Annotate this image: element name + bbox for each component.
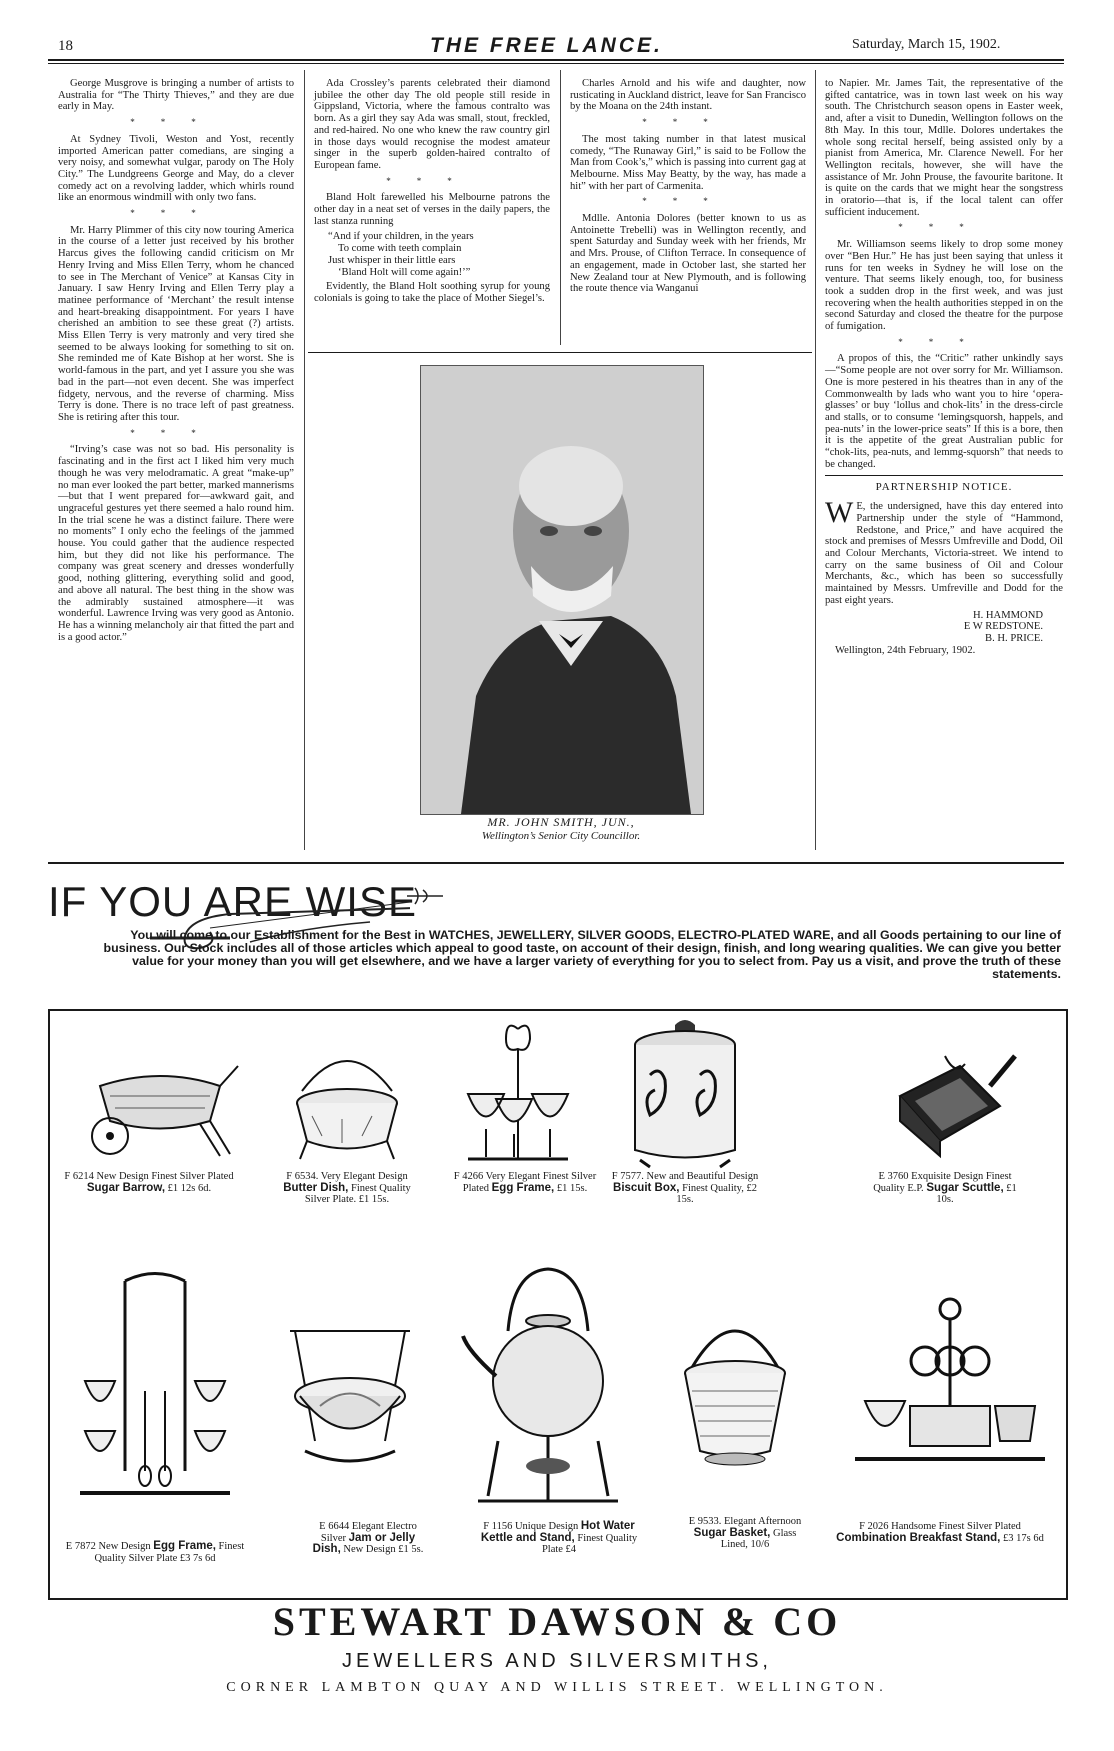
page-number: 18 xyxy=(58,38,73,54)
signature: B. H. PRICE. xyxy=(985,632,1043,644)
product-caption xyxy=(835,1521,1045,1544)
signature: E W REDSTONE. xyxy=(963,621,1043,633)
section-rule xyxy=(308,352,812,353)
product-caption xyxy=(865,1171,1025,1206)
product-code: F 2026 Handsome Finest Silver Plated xyxy=(859,1521,1021,1532)
firm-trade: JEWELLERS AND SILVERSMITHS, xyxy=(342,1650,772,1672)
verse-line: ‘Bland Holt will come again!’” xyxy=(338,266,471,278)
paragraph: Bland Holt farewelled his Melbourne patrons the other day in a neat set of verses in the daily papers, the last stanza running xyxy=(314,192,550,227)
sugar-scuttle-illustration xyxy=(880,1046,1020,1166)
product-price: Finest Quality Silver Plate. £1 15s. xyxy=(304,1182,411,1205)
product-caption xyxy=(272,1171,422,1206)
product-code: F 1156 Unique Design xyxy=(483,1521,579,1532)
product-name: Sugar Basket, xyxy=(693,1526,771,1539)
column-divider xyxy=(815,70,816,850)
product-caption xyxy=(680,1516,810,1551)
partnership-notice-body xyxy=(825,496,1063,606)
product-caption xyxy=(450,1171,600,1194)
partnership-notice-title: PARTNERSHIP NOTICE. xyxy=(875,480,1013,493)
product-code: F 6534. Very Elegant Design xyxy=(286,1171,408,1182)
product-code: F 6214 New Design Finest Silver Plated xyxy=(64,1171,234,1182)
sugar-basket-illustration xyxy=(670,1311,800,1481)
egg-frame-illustration xyxy=(458,1019,578,1169)
separator-stars: *** xyxy=(130,117,222,128)
drop-cap: W xyxy=(825,496,854,530)
product-code: F 4266 Very Elegant Finest Silver Plated xyxy=(453,1171,597,1194)
separator-stars: *** xyxy=(386,175,478,186)
product-name: Sugar Scuttle, xyxy=(926,1181,1004,1194)
product-caption xyxy=(308,1521,428,1556)
product-name: Egg Frame, xyxy=(153,1540,216,1552)
sugar-barrow-illustration xyxy=(70,1046,240,1166)
portrait-figure xyxy=(421,366,703,814)
masthead: THE FREE LANCE. xyxy=(430,34,663,57)
biscuit-box-illustration xyxy=(620,1015,750,1175)
column-4 xyxy=(825,78,1063,656)
product-caption xyxy=(474,1521,644,1556)
firm-address: CORNER LAMBTON QUAY AND WILLIS STREET. WELLINGTON. xyxy=(226,1680,888,1695)
product-code: E 3760 Exquisite Design Finest Quality E.P. xyxy=(873,1171,1012,1194)
header-rule xyxy=(48,59,1064,61)
product-price: £3 17s 6d xyxy=(1003,1532,1044,1544)
photo-caption-title: Wellington’s Senior City Councillor. xyxy=(481,830,641,842)
paragraph: Evidently, the Bland Holt soothing syrup for young colonials is going to take the place of Mother Siegel’s. xyxy=(314,281,550,304)
egg-frame-tall-illustration xyxy=(70,1271,240,1501)
breakfast-stand-illustration xyxy=(850,1291,1050,1491)
separator-stars: *** xyxy=(898,336,990,347)
product-price: £1 15s. xyxy=(556,1182,588,1194)
product-caption xyxy=(610,1171,760,1206)
ad-headline: IF YOU ARE WISE xyxy=(48,878,417,925)
separator-stars: *** xyxy=(898,222,990,233)
product-price: £1 12s 6d. xyxy=(167,1182,212,1194)
product-price: Finest Quality Silver Plate £3 7s 6d xyxy=(94,1541,245,1564)
paragraph: A propos of this, the “Critic” rather unkindly says —“Some people are not over sorry for Mr. Williamson. One is more pestered in his theatres than in any of the Commonwealth by lads who want you to hire ‘opera-glasses’ or buy ‘lollus and chok-lits’ in the dress-circle and stalls, or to consume ‘lemingsquorsh, happels, and pea-nuts’ in the lower-price seats” If this is a bore, then it is the appetite of the great Australian public for “chok-lits, pea-nuts, and lemmg-squorsh” that needs to be changed. xyxy=(825,353,1063,470)
separator-stars: *** xyxy=(130,427,222,438)
butter-dish-illustration xyxy=(282,1031,412,1171)
paragraph: Mr. Harry Plimmer of this city now touring America in the course of a letter just received by his brother Harcus gives the following candid criticism on Mr Henry Irving and Miss Ellen Terry, whom he chanced to see in The Merchant of Venice” at Kansas City in January. I saw Henry Irving and Ellen Terry play a matinee performance of ‘Merchant’ the result intense and heart-breaking disappointment. For years I have cherished an ambition to see these great (?) artists. Miss Ellen Terry is very matronly and very tired she seemed to be always looking for something to sit on. She reminded me of Kate Bishop at her worst. She is world-famous in the part, and yet I assure you she was bad in the part—not even decent. She was imperfect fidgety, nervous, and the reverse of charming. Miss Terry is done. There is no trace left of past greatness. She is retiring after this tour. xyxy=(58,224,294,423)
verse-line: Just whisper in their little ears xyxy=(328,254,456,266)
ad-top-rule xyxy=(48,862,1064,864)
paragraph: Mr. Williamson seems likely to drop some money over “Ben Hur.” He has just been saying that unless it runs for ten weeks in Sydney he will lose on the venture. That seems likely enough, too, for business took a sudden drop in the first week, and was just recovering when the health authorities stepped in on the second Saturday and closed the theatre for the purpose of fumigation. xyxy=(825,239,1063,333)
product-code: E 9533. Elegant Afternoon xyxy=(688,1516,802,1527)
column-divider xyxy=(304,70,305,850)
paragraph: Charles Arnold and his wife and daughter, now rusticating in Auckland district, leave for San Francisco by the Moana on the 24th instant. xyxy=(570,78,806,113)
product-name: Combination Breakfast Stand, xyxy=(836,1531,1001,1544)
jam-dish-illustration xyxy=(275,1311,425,1481)
product-code: F 7577. New and Beautiful Design xyxy=(611,1171,759,1182)
hot-water-kettle-illustration xyxy=(458,1261,638,1511)
notice-text: E, the undersigned, have this day entered into Partnership under the style of “Hammond, Redstone, and Price,” and have acquired the stock and premises of Messrs Umfreville and Dodd, Oil and Colour Merchants, Victoria-street. We intend to carry on the same business of Oil and Colour Merchants, &c., which has been so successfully maintained by Messrs. Umfreville and Dodd for the past eight years. xyxy=(825,501,1063,606)
portrait-photo xyxy=(420,365,704,815)
product-name: Jam or Jelly Dish, xyxy=(312,1531,416,1555)
paragraph: “Irving’s case was not so bad. His personality is fascinating and in the first act I liked him very much though he was very melodramatic. A great “make-up” no man ever looked the part better, marked mannerisms—but that I went prepared for—awkward gait, and ungraceful gestures yet there seemed a halo round him. In the trial scene he was a distinct failure. There were no moments” I only echo the feelings of the jammed house. You could gather that the audience respected him, but they did not like his performance. The company was great scenery and dresses wonderfully good, nothing glittering, everything solid and good, and above all natural. The best thing in the show was the admirably sustained atmosphere—it was wonderful. Lawrence Irving was very good as Antonio. He has a winning melancholy air that fitted the part and is a good actor.” xyxy=(58,444,294,643)
paragraph: Mdlle. Antonia Dolores (better known to us as Antoinette Trebelli) was in Wellington recently, and spent Saturday and Sunday week with her friends, Mr and Mrs. Prouse, of Clifton Terrace. In consequence of an engagement, made in October last, she started her New Zealand tour at New Plymouth, and is following the route thence via Wanganui xyxy=(570,213,806,295)
header-rule-thin xyxy=(48,63,1064,64)
product-name: Butter Dish, xyxy=(283,1181,349,1194)
product-code: E 7872 New Design xyxy=(65,1541,151,1552)
product-code: E 6644 Elegant Electro Silver xyxy=(319,1521,417,1544)
product-name: Hot Water Kettle and Stand, xyxy=(480,1520,635,1544)
photo-caption-name: MR. JOHN SMITH, JUN., xyxy=(487,815,635,829)
product-caption xyxy=(60,1541,250,1564)
verse-line: “And if your children, in the years xyxy=(328,231,474,243)
column-2 xyxy=(314,78,550,309)
product-price: Finest Quality Plate £4 xyxy=(541,1532,638,1555)
firm-name: STEWART DAWSON & CO xyxy=(272,1599,842,1644)
paragraph: Ada Crossley’s parents celebrated their diamond jubilee the other day The old people still reside in Gippsland, Victoria, where the famous contralto was born. As a girl they say Ada was small, stout, freckled, and red-haired. No one who knew the raw country girl in those days would recognise the modest amateur singer in the superb golden-haired contralto of European fame. xyxy=(314,78,550,171)
notice-rule xyxy=(825,475,1063,476)
paragraph: George Musgrove is bringing a number of artists to Australia for “The Thirty Thieves,” and they are due early in May. xyxy=(58,78,294,113)
notice-place-date: Wellington, 24th February, 1902. xyxy=(835,644,976,656)
ad-body: You will come to our Establishment for the Best in WATCHES, JEWELLERY, SILVER GOODS, ELECTRO-PLATED WARE, and all Goods pertaining to our line of business. Our Stock includes all of those articles which appeal to good taste, on account of their design, finish, and long wearing qualities. We can give you better value for your money than you will get elsewhere, and we have a larger variety of everything for you to select from. Pay us a visit, and prove the truth of these statements. xyxy=(103,928,1061,981)
product-showcase xyxy=(48,1009,1068,1600)
signature: H. HAMMOND xyxy=(972,609,1043,621)
separator-stars: *** xyxy=(642,196,734,207)
paragraph: At Sydney Tivoli, Weston and Yost, recently imported American patter comedians, are singing a very noisy, and somewhat vulgar, parody on The Holy City.” The Lundgreens George and May, do a clever comedy act on a revolving ladder, which whirls round like an enormous windmill with only two fans. xyxy=(58,133,294,204)
verse-line: To come with teeth complain xyxy=(338,243,462,255)
verse xyxy=(314,231,550,278)
paragraph: to Napier. Mr. James Tait, the representative of the gifted cantatrice, was in town last week on his way south. The Christchurch season opens in Easter week, and, after a visit to Dunedin, Wellington follows on the 8th May. In this tour, Mdlle. Dolores undertakes the whole song recital herself, being assisted only by a pianist from America, Mr. Clarence Newell. For her Wellington recitals, however, she will have the assistance of Mr. John Prouse, the favourite baritone. It is quite on the cards that we might hear the songstress in oratorio—that is, if the local talent can offer sufficient inducement. xyxy=(825,78,1063,218)
ornament-icon xyxy=(405,884,445,906)
product-price: £1 10s. xyxy=(936,1182,1017,1205)
notice-signatures xyxy=(825,610,1063,645)
column-divider xyxy=(560,70,561,345)
separator-stars: *** xyxy=(130,208,222,219)
product-name: Sugar Barrow, xyxy=(86,1181,166,1194)
product-price: New Design £1 5s. xyxy=(343,1544,424,1555)
product-price: Finest Quality, £2 15s. xyxy=(676,1182,757,1205)
product-caption xyxy=(64,1171,234,1194)
product-name: Egg Frame, xyxy=(491,1181,555,1194)
paragraph: The most taking number in that latest musical comedy, “The Runaway Girl,” is said to be Follow the Man from Cook’s,” which is passing into current gag at Melbourne. Miss May Beatty, by the way, has made a hit” with her part of Carmenita. xyxy=(570,133,806,192)
column-1 xyxy=(58,78,294,647)
product-name: Biscuit Box, xyxy=(613,1181,680,1194)
product-price: Glass Lined, 10/6 xyxy=(720,1527,797,1550)
issue-date: Saturday, March 15, 1902. xyxy=(852,37,1001,52)
separator-stars: *** xyxy=(642,117,734,128)
column-3 xyxy=(570,78,806,299)
